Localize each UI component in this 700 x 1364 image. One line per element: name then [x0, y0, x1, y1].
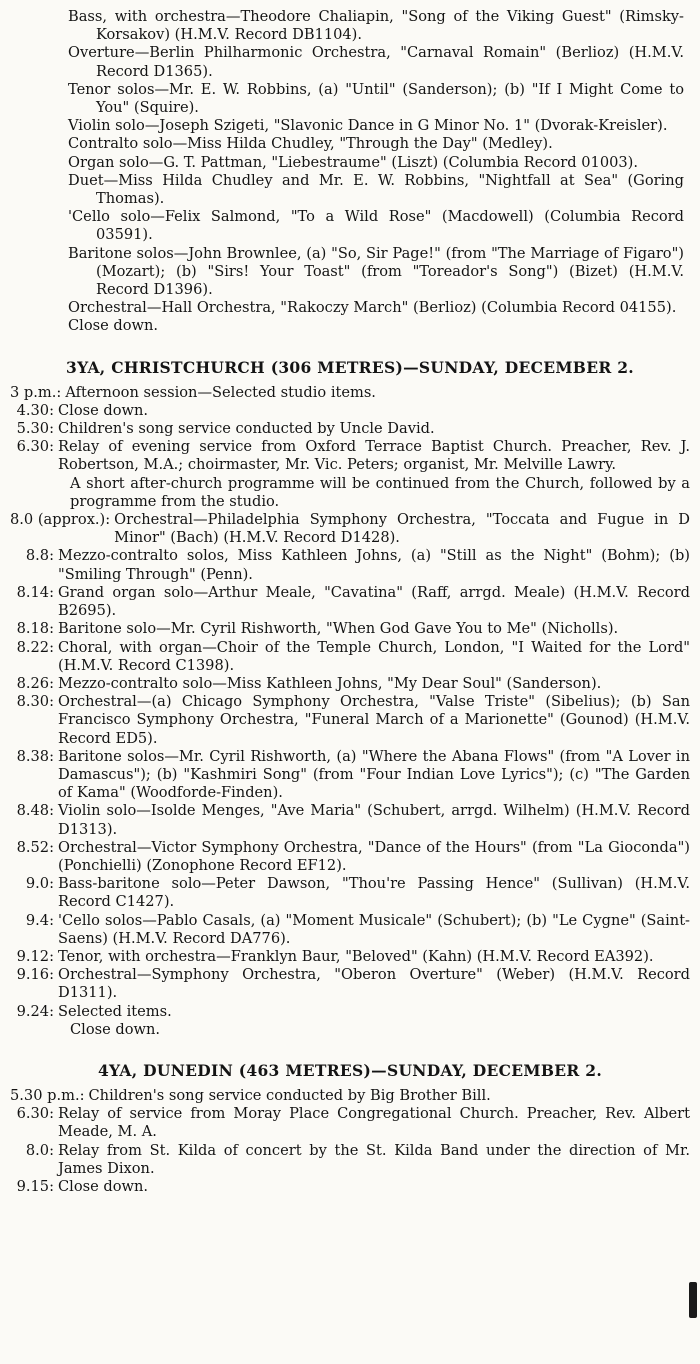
schedule-4ya: [10, 1087, 690, 1196]
schedule-entry: [10, 875, 690, 911]
entry-time: 8.18:: [16, 620, 54, 638]
entry-text: Baritone solos—Mr. Cyril Rishworth, (a) "Where the Abana Flows" (from "A Lover in Damascus"); (b) "Kashmiri Song" (from "Four Indian Love Lyrics"); (c) "The Garden of Kama" (Woodforde-Finden).: [58, 747, 690, 802]
program-item: Contralto solo—Miss Hilda Chudley, "Through the Day" (Medley).: [68, 135, 553, 153]
entry-text: Choral, with organ—Choir of the Temple Church, London, "I Waited for the Lord" (H.M.V. Record C1398).: [58, 638, 690, 674]
entry-time: 6.30:: [16, 1105, 54, 1123]
entry-time: 8.14:: [16, 583, 54, 601]
schedule-entry: [10, 802, 690, 838]
program-item: Violin solo—Joseph Szigeti, "Slavonic Dance in G Minor No. 1" (Dvorak-Kreisler).: [68, 117, 668, 135]
entry-time: 9.0:: [25, 875, 54, 893]
entry-time: 8.48:: [16, 802, 54, 820]
entry-time: 8.38:: [16, 747, 54, 765]
entry-time: 9.16:: [16, 966, 54, 984]
program-item: Overture—Berlin Philharmonic Orchestra, "Carnaval Romain" (Berlioz) (H.M.V. Record D1365).: [68, 44, 684, 80]
program-item: 'Cello solo—Felix Salmond, "To a Wild Rose" (Macdowell) (Columbia Record 03591).: [68, 208, 684, 244]
entry-time: 8.52:: [16, 838, 54, 856]
entry-time: 9.12:: [16, 947, 54, 965]
entry-time: 8.0 (approx.):: [10, 511, 111, 529]
schedule-entry: [10, 420, 690, 438]
entry-text: Orchestral—(a) Chicago Symphony Orchestra, "Valse Triste" (Sibelius); (b) San Francisco Symphony Orchestra, "Funeral March of a Marionette" (Gounod) (H.M.V. Record ED5).: [58, 693, 690, 747]
schedule-entry: [10, 1178, 690, 1196]
program-continuation: [10, 8, 690, 336]
entry-time: 8.26:: [16, 674, 54, 692]
entry-text: Relay from St. Kilda of concert by the St. Kilda Band under the direction of Mr. James Dixon.: [58, 1141, 690, 1177]
entry-text: Orchestral—Philadelphia Symphony Orchestra, "Toccata and Fugue in D Minor" (Bach) (H.M.V. Record D1428).: [114, 511, 690, 547]
schedule-entry: [10, 1105, 690, 1141]
program-item: Bass, with orchestra—Theodore Chaliapin, "Song of the Viking Guest" (Rimsky-Korsakov) (H.M.V. Record DB1104).: [68, 8, 684, 44]
schedule-entry: [10, 384, 690, 402]
schedule-entry: [10, 620, 690, 638]
schedule-entry: [10, 693, 690, 748]
entry-text: Afternoon session—Selected studio items.: [65, 383, 376, 401]
schedule-entry: [10, 438, 690, 474]
entry-text: Orchestral—Symphony Orchestra, "Oberon Overture" (Weber) (H.M.V. Record D1311).: [58, 966, 690, 1002]
schedule-closing: Close down.: [70, 1020, 161, 1038]
entry-time: 4.30:: [16, 401, 54, 419]
schedule-note: A short after-church programme will be continued from the Church, followed by a programme from the studio.: [70, 474, 690, 510]
entry-time: 3 p.m.:: [10, 383, 62, 401]
schedule-entry: [10, 584, 690, 620]
entry-text: Close down.: [58, 401, 149, 419]
schedule-entry: [10, 948, 690, 966]
schedule-entry: [10, 402, 690, 420]
entry-text: Children's song service conducted by Uncle David.: [58, 420, 435, 438]
schedule-3ya: [10, 384, 690, 1039]
entry-time: 8.8:: [25, 547, 54, 565]
entry-time: 6.30:: [16, 438, 54, 456]
entry-text: Tenor, with orchestra—Franklyn Baur, "Beloved" (Kahn) (H.M.V. Record EA392).: [58, 947, 654, 965]
entry-text: Mezzo-contralto solo—Miss Kathleen Johns, "My Dear Soul" (Sanderson).: [58, 674, 602, 692]
schedule-entry: [10, 1003, 690, 1021]
entry-text: Relay of service from Moray Place Congregational Church. Preacher, Rev. Albert Meade, M. A.: [58, 1105, 690, 1141]
entry-text: Baritone solo—Mr. Cyril Rishworth, "When God Gave You to Me" (Nicholls).: [58, 620, 619, 638]
entry-time: 5.30 p.m.:: [10, 1086, 85, 1104]
program-item: Duet—Miss Hilda Chudley and Mr. E. W. Robbins, "Nightfall at Sea" (Goring Thomas).: [68, 171, 684, 208]
program-item: Organ solo—G. T. Pattman, "Liebestraume" (Liszt) (Columbia Record 01003).: [68, 153, 639, 171]
schedule-entry: [10, 966, 690, 1002]
entry-time: 5.30:: [16, 420, 54, 438]
entry-text: Close down.: [58, 1177, 149, 1195]
schedule-entry: [10, 1087, 690, 1105]
schedule-entry: [10, 511, 690, 547]
entry-text: Grand organ solo—Arthur Meale, "Cavatina" (Raff, arrgd. Meale) (H.M.V. Record B2695).: [58, 583, 690, 620]
entry-time: 8.0:: [25, 1141, 54, 1159]
entry-time: 9.24:: [16, 1002, 54, 1020]
schedule-entry: [10, 1142, 690, 1178]
entry-time: 9.4:: [25, 911, 54, 929]
ink-blot: [689, 1282, 697, 1318]
schedule-entry: [10, 748, 690, 803]
entry-text: Orchestral—Victor Symphony Orchestra, "Dance of the Hours" (from "La Gioconda") (Ponchielli) (Zonophone Record EF12).: [58, 838, 690, 874]
schedule-entry: [10, 639, 690, 675]
entry-text: Mezzo-contralto solos, Miss Kathleen Johns, (a) "Still as the Night" (Bohm); (b) "Smiling Through" (Penn).: [58, 547, 690, 583]
program-item: Orchestral—Hall Orchestra, "Rakoczy March" (Berlioz) (Columbia Record 04155).: [68, 299, 677, 317]
entry-text: Children's song service conducted by Big Brother Bill.: [88, 1086, 491, 1104]
entry-text: Violin solo—Isolde Menges, "Ave Maria" (Schubert, arrgd. Wilhelm) (H.M.V. Record D1313).: [58, 802, 690, 838]
schedule-entry: [10, 839, 690, 875]
program-item: Tenor solos—Mr. E. W. Robbins, (a) "Until" (Sanderson); (b) "If I Might Come to You" (Squire).: [68, 80, 684, 117]
entry-time: 8.22:: [16, 638, 54, 656]
entry-time: 8.30:: [16, 693, 54, 711]
entry-text: Bass-baritone solo—Peter Dawson, "Thou're Passing Hence" (Sullivan) (H.M.V. Record C1427).: [58, 875, 690, 911]
program-item: Close down.: [68, 317, 159, 335]
section-heading-4ya: 4YA, DUNEDIN (463 METRES)—SUNDAY, DECEMBER 2.: [97, 1060, 603, 1080]
schedule-entry: [10, 912, 690, 948]
schedule-entry: [10, 675, 690, 693]
entry-time: 9.15:: [16, 1177, 54, 1195]
schedule-entry: [10, 547, 690, 583]
entry-text: Selected items.: [58, 1002, 172, 1020]
entry-text: 'Cello solos—Pablo Casals, (a) "Moment Musicale" (Schubert); (b) "Le Cygne" (Saint-Saens) (H.M.V. Record DA776).: [58, 911, 690, 947]
program-item: Baritone solos—John Brownlee, (a) "So, Sir Page!" (from "The Marriage of Figaro") (Mozart); (b) "Sirs! Your Toast" (from "Toreador's Song") (Bizet) (H.M.V. Record D1396).: [68, 244, 684, 299]
entry-text: Relay of evening service from Oxford Terrace Baptist Church. Preacher, Rev. J. Robertson, M.A.; choirmaster, Mr. Vic. Peters; organist, Mr. Melville Lawry.: [58, 438, 690, 474]
section-heading-3ya: 3YA, CHRISTCHURCH (306 METRES)—SUNDAY, DECEMBER 2.: [66, 357, 634, 377]
